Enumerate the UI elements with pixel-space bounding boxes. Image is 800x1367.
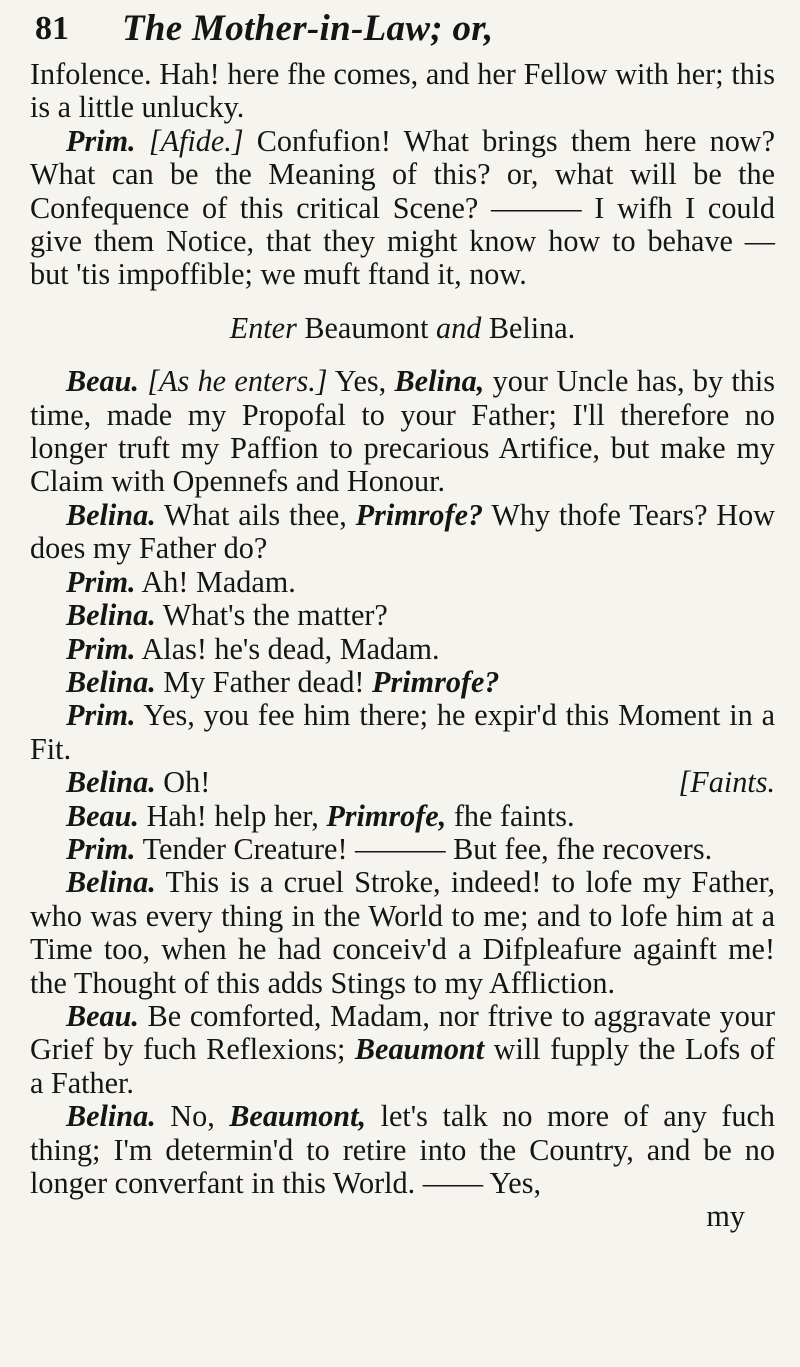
paragraph-continued: Infolence. Hah! here fhe comes, and her Fellow with her; this is a little unlucky. — [30, 57, 775, 125]
page-number: 81 — [35, 10, 69, 47]
speech-beau: Beau. Hah! help her, Primrofe, fhe faints. — [66, 798, 575, 833]
speaker-name: Belina. — [66, 765, 156, 800]
speech-beau: Beau. Be comforted, Madam, nor ftrive to aggravate your Grief by fuch Reflexions; Beaumont will fupply the Lofs of a Father. — [30, 998, 776, 1100]
speech-prim: Prim. Ah! Madam. — [66, 564, 296, 599]
stage-direction: [As he enters.] — [147, 364, 328, 399]
speaker-name: Beau. — [66, 998, 139, 1033]
book-page — [30, 0, 775, 1367]
speaker-name: Belina. — [66, 497, 156, 532]
page-text — [30, 58, 775, 1234]
speech-belina: Belina. My Father dead! Primrofe? — [66, 664, 500, 699]
stage-direction: [Faints. — [678, 765, 775, 800]
catchword: my — [706, 1199, 745, 1234]
speaker-name: Prim. — [66, 564, 136, 599]
speech-prim — [30, 125, 775, 292]
speech-belina: Belina. This is a cruel Stroke, indeed! to lofe my Father, who was every thing in the World to me; and to lofe him at a Time too, when he had conceiv'd a Difpleafure againft me! the Thought of this adds Stings to my Affliction. — [30, 865, 775, 1000]
speech-beau: Beau. [As he enters.] Yes, Belina, your Uncle has, by this time, made my Propofal to your Father; I'll therefore no longer truft my Paffion to precarious Artifice, but make my Claim with Opennefs and Honour. — [30, 364, 775, 499]
speech-belina: Belina. What's the matter? — [66, 598, 388, 633]
speaker-name: Prim. — [66, 698, 136, 733]
speaker-name: Belina. — [66, 865, 156, 900]
stage-direction: [Afide.] — [148, 123, 244, 158]
speech-belina: Belina. No, Beaumont, let's talk no more of any fuch thing; I'm determin'd to retire into the Country, and be no longer converfant in this World. —— Yes, — [30, 1099, 776, 1200]
speech-belina: Belina. What ails thee, Primrofe? Why thofe Tears? How does my Father do? — [30, 497, 775, 566]
running-title: The Mother-in-Law; or, — [122, 8, 494, 49]
speaker-name: Prim. — [66, 123, 136, 158]
speaker-name: Prim. — [66, 831, 136, 866]
speaker-name: Belina. — [66, 598, 156, 633]
page-header — [30, 0, 775, 58]
speaker-name: Belina. — [66, 664, 156, 699]
speech-prim: Prim. Alas! he's dead, Madam. — [66, 631, 440, 666]
speech-prim: Prim. Tender Creature! ——— But fee, fhe recovers. — [66, 831, 713, 866]
stage-entrance: Enter Beaumont and Belina. — [229, 310, 576, 345]
speech-text: Confufion! What brings them here now? What can be the Meaning of this? or, what will be the Confequence of this critical Scene? ——— I wifh I could give them Notice, that they might know how to behave — but 'tis impoffible; we muft ftand it, now. — [30, 123, 776, 292]
speech-prim: Prim. Yes, you fee him there; he expir'd this Moment in a Fit. — [30, 698, 775, 766]
speaker-name: Beau. — [66, 364, 139, 399]
speaker-name: Belina. — [66, 1099, 156, 1134]
speaker-name: Beau. — [66, 798, 139, 833]
speech-belina: Belina. Oh! [Faints. — [66, 765, 775, 800]
speaker-name: Prim. — [66, 631, 136, 666]
